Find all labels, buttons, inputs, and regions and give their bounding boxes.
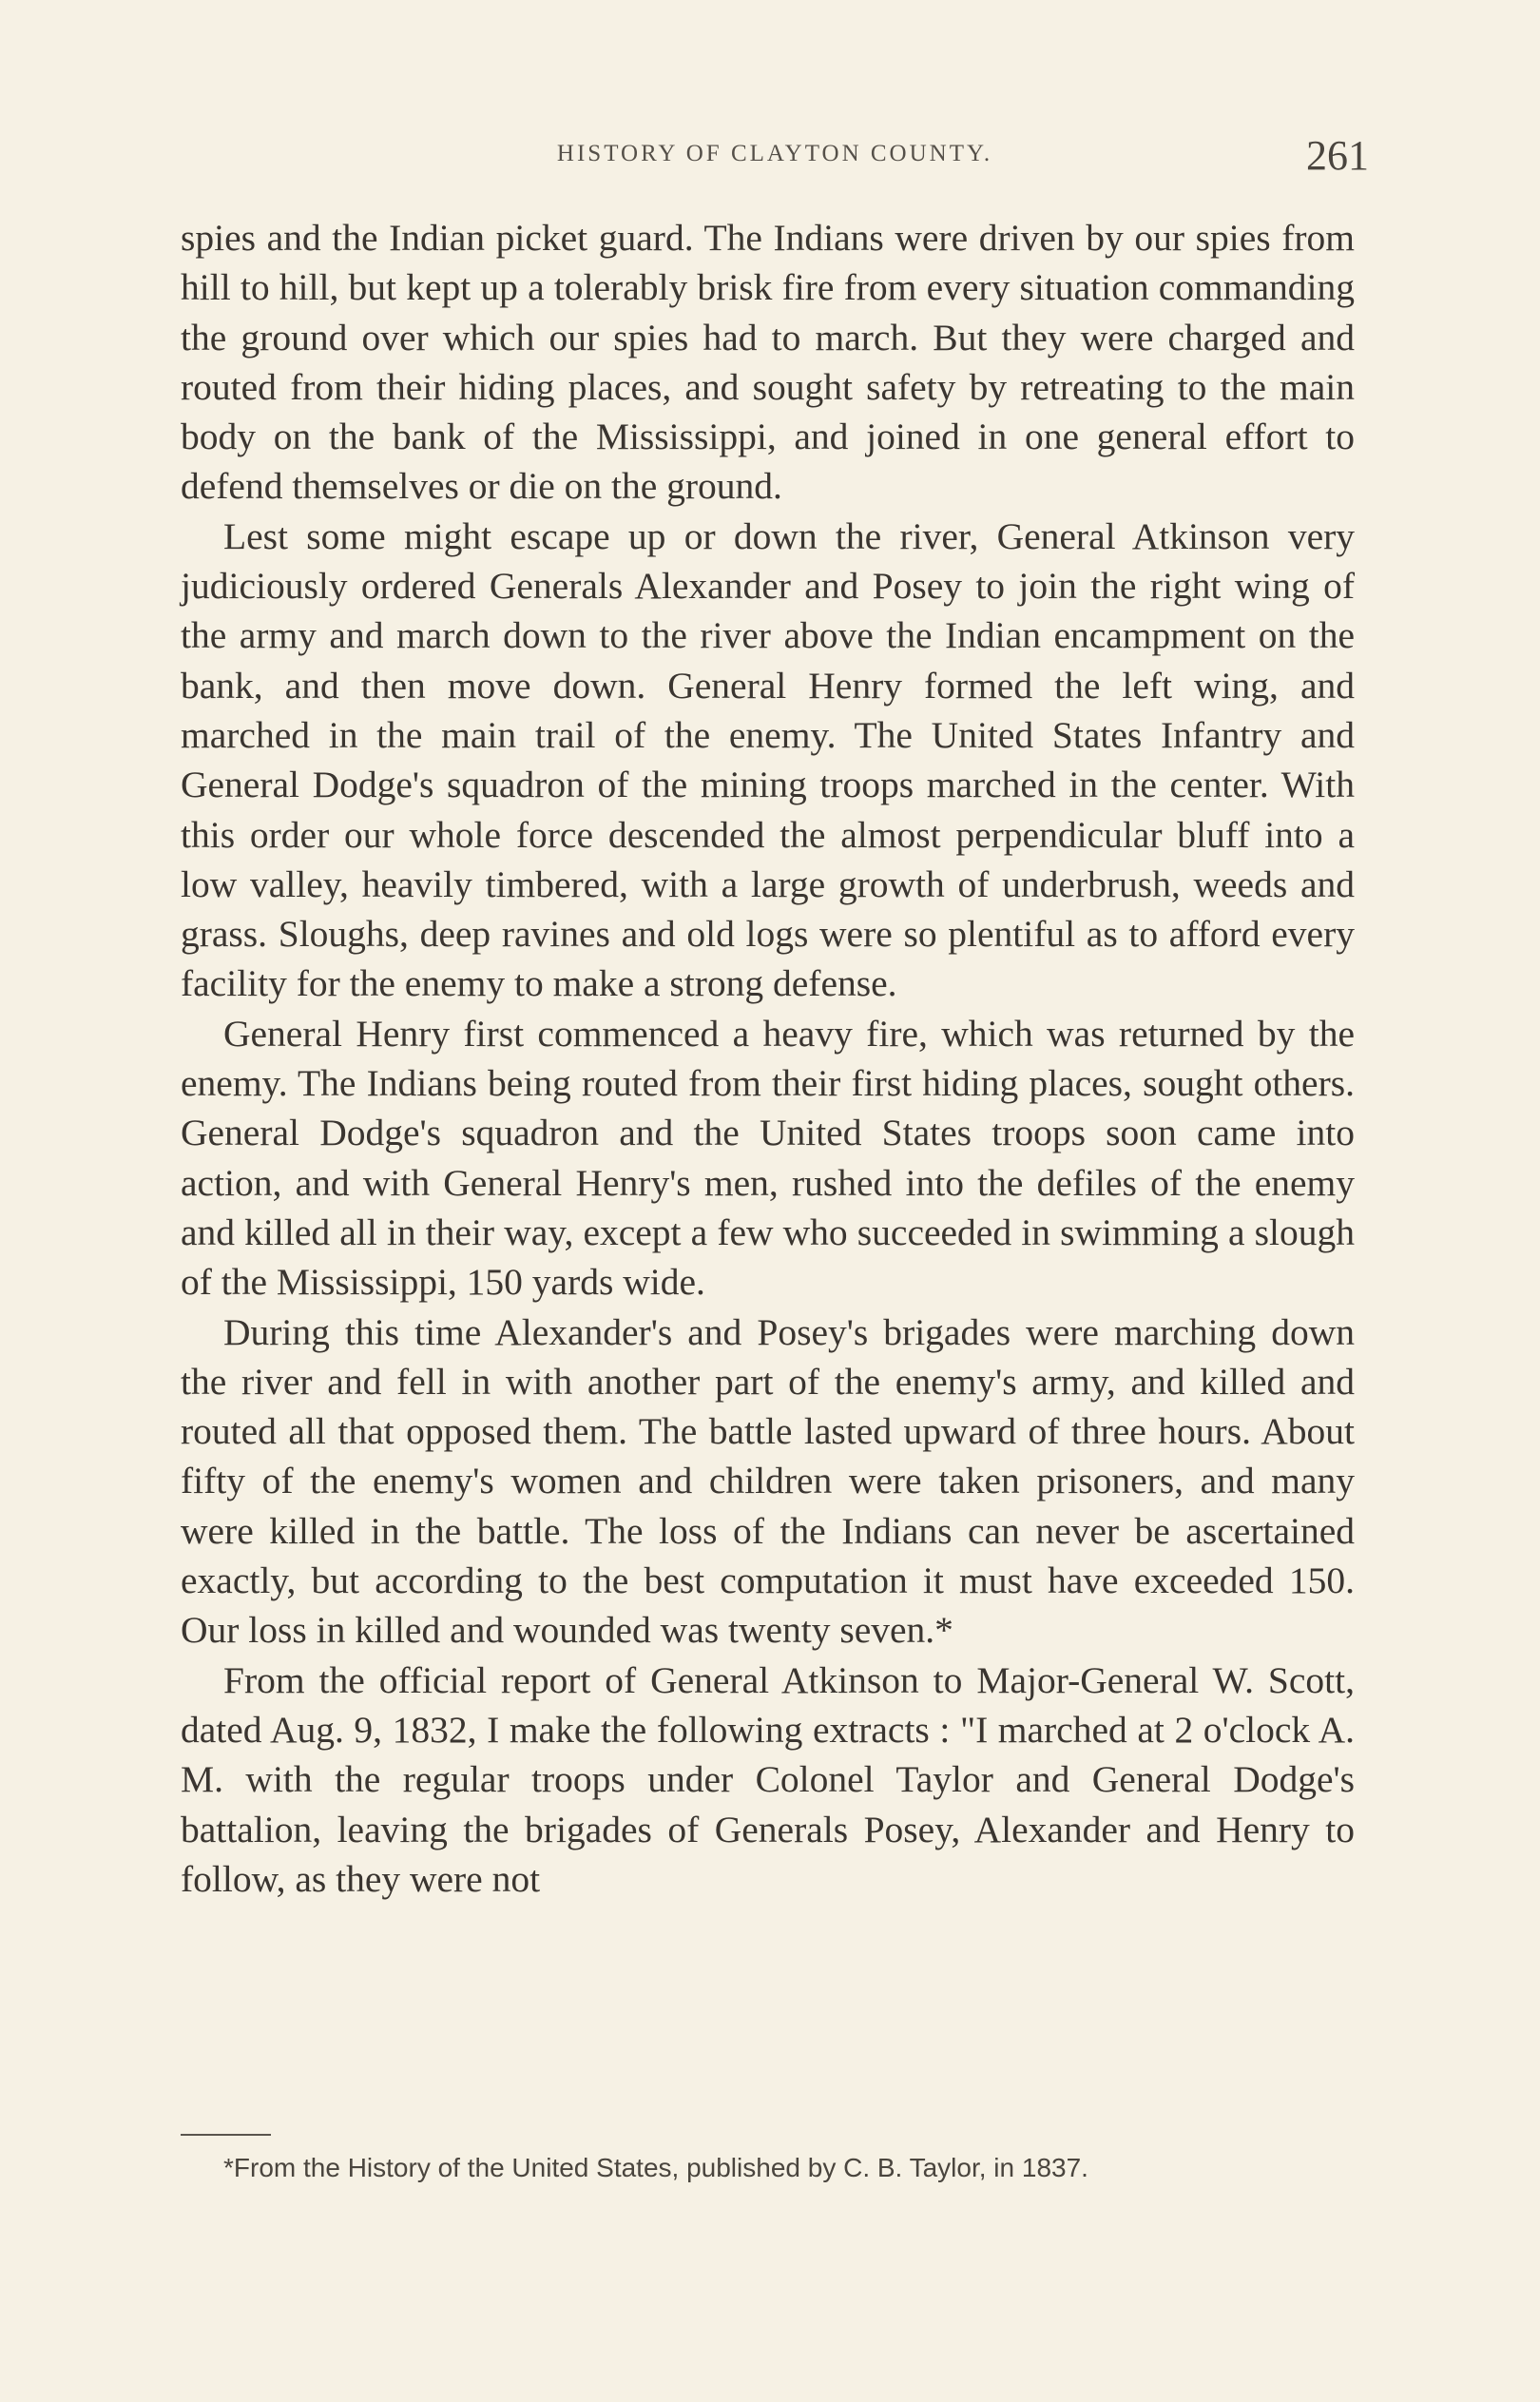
paragraph: From the official report of General Atkinson to Major-General W. Scott, dated Aug. 9, 1832, I make the following extracts : "I marched at 2 o'clock A. M. with the regular troops under Colonel Taylor and General Dodge's battalion, leaving the brigades of Generals Posey, Alexander and Henry to follow, as they were not — [181, 1658, 1355, 1900]
footnote-rule — [181, 2134, 271, 2136]
paragraph: During this time Alexander's and Posey's brigades were marching down the river and fell in with another part of the enemy's army, and killed and routed all that opposed them. The battle lasted upward of three hours. About fifty of the enemy's women and children were taken prisoners, and many were killed in the battle. The loss of the Indians can never be ascertained exactly, but according to the best computation it must have exceeded 150. Our loss in killed and wounded was twenty seven.* — [181, 1310, 1355, 1652]
body-text — [181, 213, 1355, 1904]
paragraph: Lest some might escape up or down the river, General Atkinson very judiciously ordered Generals Alexander and Posey to join the right wing of the army and march down to the river above the Indian encampment on the bank, and then move down. General Henry formed the left wing, and marched in the main trail of the enemy. The United States Infantry and General Dodge's squadron of the mining troops marched in the center. With this order our whole force descended the almost perpendicular bluff into a low valley, heavily timbered, with a large growth of underbrush, weeds and grass. Sloughs, deep ravines and old logs were so plentiful as to afford every facility for the enemy to make a strong defense. — [181, 514, 1355, 1005]
paragraph: General Henry first commenced a heavy fire, which was returned by the enemy. The Indians being routed from their first hiding places, sought others. General Dodge's squadron and the United States troops soon came into action, and with General Henry's men, rushed into the defiles of the enemy and killed all in their way, except a few who succeeded in swimming a slough of the Mississippi, 150 yards wide. — [181, 1012, 1355, 1304]
page-header — [181, 131, 1369, 188]
page-number: 261 — [1306, 132, 1369, 179]
footnote: *From the History of the United States, published by C. B. Taylor, in 1837. — [223, 2153, 1088, 2182]
paragraph: spies and the Indian picket guard. The Indians were driven by our spies from hill to hill, but kept up a tolerably brisk fire from every situation commanding the ground over which our spies had to march. But they were charged and routed from their hiding places, and sought safety by retreating to the main body on the bank of the Mississippi, and joined in one general effort to defend themselves or die on the ground. — [181, 217, 1355, 508]
running-title: HISTORY OF CLAYTON COUNTY. — [556, 141, 993, 166]
